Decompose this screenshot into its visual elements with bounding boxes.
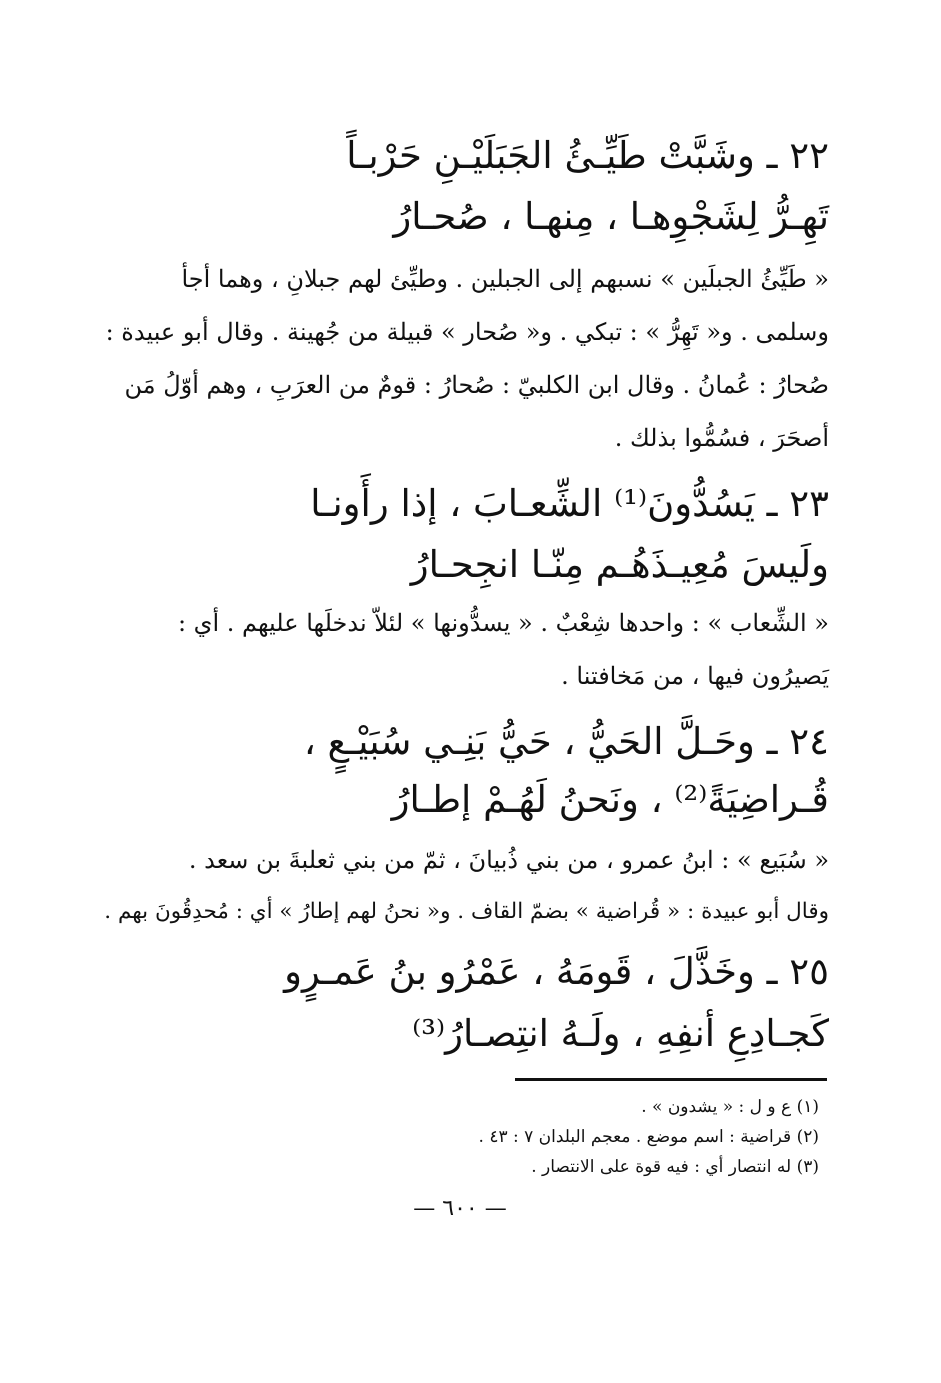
verse-dash: ـ bbox=[766, 482, 778, 525]
commentary-line: صُحارُ : عُمانُ . وقال ابن الكلبيّ : صُحارُ : قومٌ من العرَبِ ، وهم أوّلُ مَن bbox=[124, 371, 829, 399]
verse-24-second-hemistich: قُـراضِيَةً⁽²⁾ ، ونَحنُ لَهُـمْ إطـارُ bbox=[391, 778, 829, 821]
verse-number: ٢٢ bbox=[789, 134, 829, 177]
commentary-line: « سُبَيع » : ابنُ عمرو ، من بني ذُبيانَ ، ثمّ من بني ثعلبةَ بن سعد . bbox=[188, 846, 829, 874]
verse-24-first-hemistich bbox=[304, 720, 829, 763]
verse-text: وشَبَّتْ طَيِّـئُ الجَبَلَيْـنِ حَرْبـاً bbox=[346, 134, 755, 177]
verse-25-first-hemistich bbox=[284, 950, 829, 993]
commentary-line: أصحَرَ ، فسُمُّوا بذلك . bbox=[614, 424, 829, 452]
verse-number: ٢٤ bbox=[789, 720, 829, 763]
verse-text: وخَذَّلَ ، قَومَهُ ، عَمْرُو بنُ عَمـرٍو bbox=[284, 950, 755, 993]
footnote: (٣) له انتصار أي : فيه قوة على الانتصار . bbox=[531, 1157, 819, 1177]
commentary-line: يَصيرُون فيها ، من مَخافتنا . bbox=[561, 662, 829, 690]
footnote-separator bbox=[515, 1078, 827, 1081]
verse-22-second-hemistich: تَهِـرُّ لِشَجْوِهـا ، مِنهـا ، صُحـارُ bbox=[393, 195, 829, 238]
verse-23-first-hemistich bbox=[310, 482, 829, 525]
verse-text: يَسُدُّونَ⁽¹⁾ الشِّعـابَ ، إذا رأَونـا bbox=[310, 482, 755, 525]
commentary-line: « طَيِّئُ الجبلَين » نسبهم إلى الجبلين . وطيِّئ لهم جبلانِ ، وهما أجأ bbox=[181, 265, 829, 293]
verse-dash: ـ bbox=[766, 950, 778, 993]
verse-dash: ـ bbox=[766, 134, 778, 177]
verse-22-first-hemistich bbox=[346, 134, 829, 177]
verse-number: ٢٥ bbox=[789, 950, 829, 993]
verse-text: وحَـلَّ الحَيُّ ، حَيُّ بَنِـي سُبَيْـعٍ ، bbox=[303, 720, 755, 763]
verse-number: ٢٣ bbox=[789, 482, 829, 525]
page-number: — ٦٠٠ — bbox=[413, 1196, 507, 1221]
verse-dash: ـ bbox=[766, 720, 778, 763]
commentary-line: « الشِّعاب » : واحدها شِعْبٌ . « يسدُّونها » لئلاّ ندخلَها عليهم . أي : bbox=[177, 609, 829, 637]
verse-23-second-hemistich: ولَيسَ مُعِيـذَهُـم مِنّـا انجِحـارُ bbox=[410, 543, 829, 586]
verse-25-second-hemistich: كَجـادِعِ أنفِهِ ، ولَـهُ انتِصـارُ⁽³⁾ bbox=[412, 1012, 829, 1055]
footnote: (١) ع و ل : « يشدون » . bbox=[641, 1097, 819, 1117]
commentary-line: وقال أبو عبيدة : « قُراضية » بضمّ القاف . و« نحنُ لهم إطارُ » أي : مُحدِقُونَ بهم . bbox=[104, 899, 829, 924]
commentary-line: وسلمى . و« تَهِرُّ » : تبكي . و« صُحار » قبيلة من جُهينة . وقال أبو عبيدة : bbox=[105, 318, 829, 346]
footnote: (٢) قراضية : اسم موضع . معجم البلدان ٧ : ٤٣ . bbox=[478, 1127, 819, 1147]
